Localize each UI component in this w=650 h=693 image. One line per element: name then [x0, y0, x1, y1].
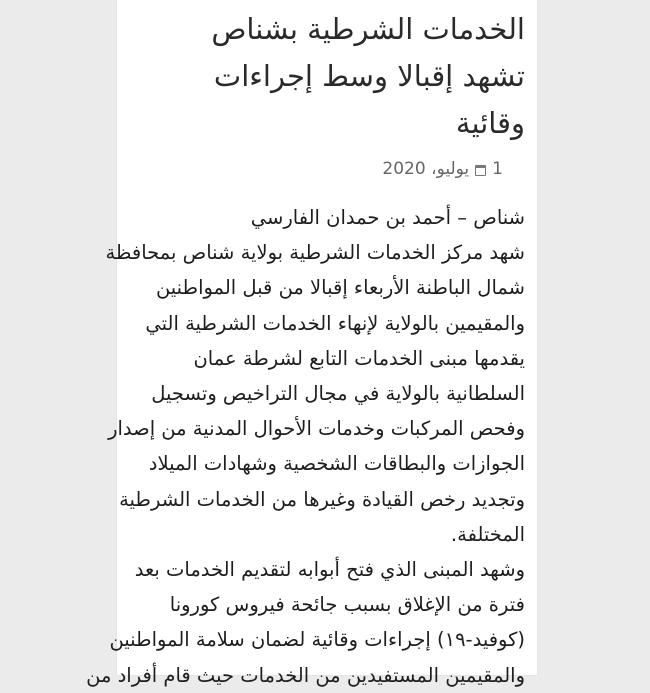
byline-text: شناص – أحمد بن حمدان الفارسي	[250, 206, 525, 229]
body-line: شمال الباطنة الأربعاء إقبالا من قبل المواطنين	[155, 276, 525, 300]
body-line: يقدمها مبنى الخدمات التابع لشرطة عمان	[193, 346, 525, 370]
paragraph-2	[86, 552, 525, 693]
article-title	[125, 6, 525, 147]
byline	[125, 200, 525, 235]
title-line: الخدمات الشرطية بشناص	[211, 12, 525, 46]
title-line: تشهد إقبالا وسط إجراءات	[213, 59, 525, 93]
paragraph-1	[105, 235, 525, 552]
body-line: (كوفيد-١٩) إجراءات وقائية لضمان سلامة المواطنين	[109, 628, 525, 652]
body-line: وتجديد رخص القيادة وغيرها من الخدمات الشرطية	[119, 487, 525, 511]
date-day: 1	[492, 159, 503, 179]
body-line: والمقيمين المستفيدين من الخدمات حيث قام أفراد من	[86, 663, 525, 687]
body-line: السلطانية بالولاية في مجال التراخيص وتسجيل	[151, 382, 525, 406]
body-line: والمقيمين بالولاية لإنهاء الخدمات الشرطية التي	[145, 311, 525, 335]
body-line: وشهد المبنى الذي فتح أبوابه لتقديم الخدمات بعد	[134, 558, 525, 582]
calendar-icon	[475, 165, 486, 176]
body-line: المختلفة.	[450, 522, 525, 546]
body-line: فترة من الإغلاق بسبب جائحة فيروس كورونا	[169, 593, 525, 617]
body-line: وفحص المركبات وخدمات الأحوال المدنية من إصدار	[108, 417, 525, 441]
body-line: شهد مركز الخدمات الشرطية بولاية شناص بمحافظة	[105, 241, 525, 265]
body-line: الجوازات والبطاقات الشخصية وشهادات الميلاد	[148, 452, 525, 476]
article-card	[86, 0, 537, 687]
post-date	[125, 156, 525, 182]
date-text: يوليو، 2020	[382, 159, 470, 179]
title-line: وقائية	[455, 106, 525, 140]
article	[86, 6, 525, 693]
article-body	[86, 200, 525, 693]
